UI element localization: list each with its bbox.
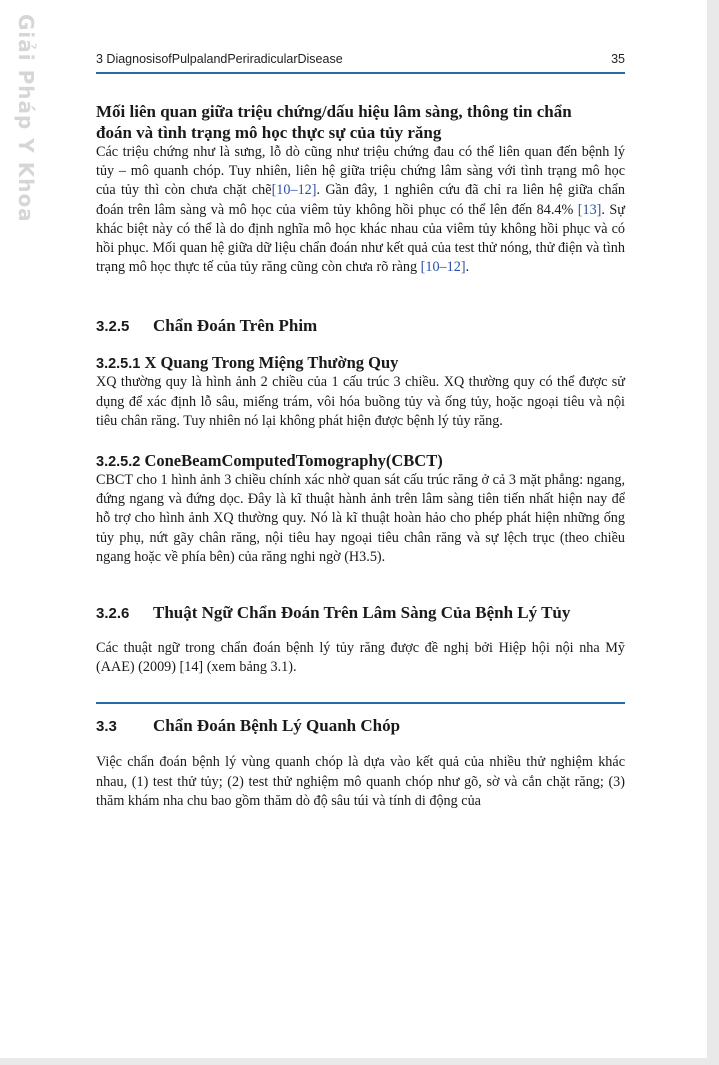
- intro-heading-line2: đoán và tình trạng mô học thực sự của tủy răng: [96, 123, 442, 142]
- section-title: Thuật Ngữ Chẩn Đoán Trên Lâm Sàng Của Bệnh Lý Tủy: [153, 603, 571, 623]
- subsection-heading-3-2-5-1: [96, 353, 625, 373]
- subsection-number: 3.2.5.2: [96, 454, 141, 471]
- subsection-title: ConeBeamComputedTomography(CBCT): [144, 451, 443, 471]
- citation-link[interactable]: [10–12]: [420, 259, 466, 276]
- terminology-paragraph: Các thuật ngữ trong chẩn đoán bệnh lý tủy răng được đề nghị bởi Hiệp hội nội nha Mỹ (AAE) (2009) [14] (xem bảng 3.1).: [96, 640, 625, 676]
- section-rule: [96, 702, 625, 704]
- section-heading-3-3: [96, 716, 625, 736]
- intro-heading-line1: Mối liên quan giữa triệu chứng/dấu hiệu lâm sàng, thông tin chẩn: [96, 102, 572, 121]
- citation-link[interactable]: [13]: [577, 201, 602, 218]
- subsection-title: X Quang Trong Miệng Thường Quy: [144, 353, 399, 373]
- watermark: [6, 4, 44, 223]
- subsection-number: 3.2.5.1: [96, 356, 141, 373]
- page-content: [96, 101, 625, 811]
- intro-text-c: . Sự khác biệt này có thể là do định nghĩa mô học khác nhau của viêm tủy không hồi phục và có hồi phục. Mối quan hệ giữa dữ liệu chẩn đoán như kết quả của test thử nóng, thử điện và tình trạng mô học thực tế của tủy răng cũng còn chưa rõ ràng: [96, 201, 625, 276]
- intro-text-d: .: [465, 259, 470, 276]
- section-heading-3-2-5: [96, 316, 625, 336]
- intro-heading: [96, 101, 625, 143]
- page-number: 35: [611, 52, 625, 66]
- section-title: Chẩn Đoán Bệnh Lý Quanh Chóp: [153, 716, 401, 736]
- cbct-paragraph: CBCT cho 1 hình ảnh 3 chiều chính xác nhờ quan sát cấu trúc răng ở cả 3 mặt phẳng: ngang, đứng ngang và đứng dọc. Đây là kĩ thuật hành ảnh trên lâm sàng tiên tiến nhất hiện nay để hỗ trợ cho hình ảnh XQ thường quy. Nó là kĩ thuật hoàn hảo cho phép phát hiện những ống tủy phụ, nứt gãy chân răng, nội tiêu hay ngoại tiêu chân răng và sự lệch trục (theo chiều ngang hoặc về phía bên) của răng nghi ngờ (H3.5).: [96, 472, 625, 565]
- chapter-title: 3 DiagnosisofPulpalandPeriradicularDisease: [96, 52, 343, 66]
- subsection-heading-3-2-5-2: [96, 451, 625, 471]
- section-number: 3.3: [96, 718, 117, 736]
- xq-paragraph: XQ thường quy là hình ảnh 2 chiều của 1 cấu trúc 3 chiều. XQ thường quy có thể được sử dụng để xác định lỗ sâu, miếng trám, vôi hóa buồng tủy và ống tủy, hoặc ngoại tiêu và nội tiêu chân răng. Tuy nhiên nó lại không phát hiện được bệnh lý tủy răng.: [96, 374, 625, 429]
- periapical-paragraph: Việc chẩn đoán bệnh lý vùng quanh chóp là dựa vào kết quả của nhiều thử nghiệm khác nhau, (1) test thử tủy; (2) test thử nghiệm mô quanh chóp như gõ, sờ và cắn chặt răng; (3) thăm khám nha chu bao gồm thăm dò độ sâu túi và tính di động của: [96, 754, 625, 809]
- citation-link[interactable]: [10–12]: [271, 182, 317, 199]
- watermark-text: Giải Pháp Y Khoa: [14, 14, 38, 223]
- section-number: 3.2.6: [96, 605, 130, 623]
- section-number: 3.2.5: [96, 318, 130, 336]
- intro-text-a: Các triệu chứng như là sưng, lỗ dò cũng như triệu chứng đau có thể liên quan đến bệnh lý tủy – mô quanh chóp. Tuy nhiên, liên hệ giữa triệu chứng lâm sàng với tình trạng mô học của tủy thì còn chưa chặt chẽ: [96, 144, 625, 199]
- section-heading-3-2-6: [96, 603, 625, 623]
- header-rule: [96, 72, 625, 74]
- section-title: Chẩn Đoán Trên Phim: [153, 316, 318, 336]
- intro-text-b: . Gần đây, 1 nghiên cứu đã chỉ ra liên hệ giữa chẩn đoán trên lâm sàng và mô học của viêm tủy không hồi phục có thể lên đến 84.4%: [96, 182, 625, 218]
- intro-paragraph: [96, 143, 625, 277]
- running-header: [96, 52, 625, 66]
